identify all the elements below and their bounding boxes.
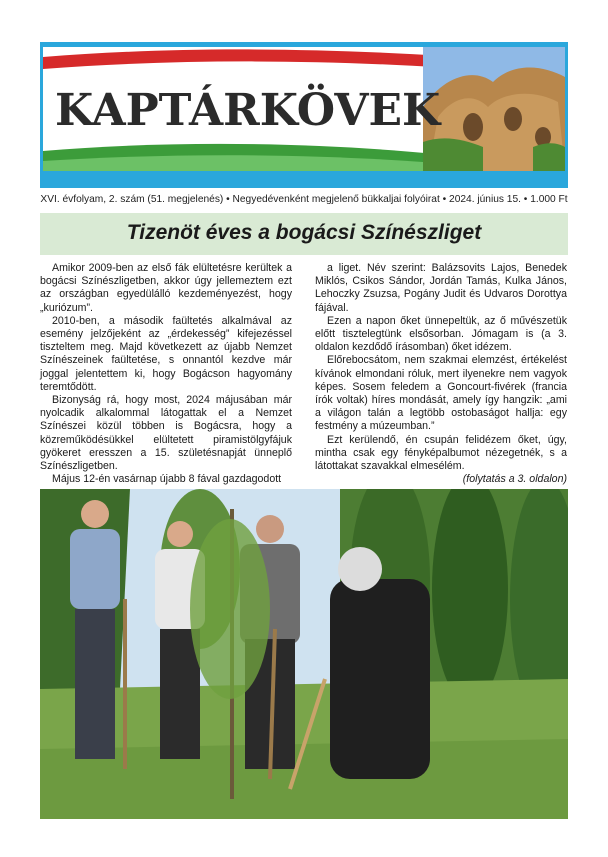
tree-planting-photo xyxy=(40,489,568,819)
article-column-left xyxy=(40,262,292,486)
masthead-title: KAPTÁRKÖVEK xyxy=(55,85,441,136)
article-column-right xyxy=(315,262,567,486)
masthead-bottom-strip xyxy=(40,172,568,188)
paragraph: Amikor 2009-ben az első fák elültetésre kerültek a bogácsi Színészligetben, akkor úgy jellemeztem ezt az országban egyedülálló kezdeményezést, hogy „kuriózum”. xyxy=(40,262,292,314)
headline-bar xyxy=(40,213,568,255)
article-headline: Tizenöt éves a bogácsi Színészliget xyxy=(126,221,482,244)
paragraph: Előrebocsátom, nem szakmai elemzést, értékelést kívánok elmondani róluk, mert ilyenekre nem vagyok képes. Sosem feledem a Goncourt-fivérek (francia írók voltak) híres mondását, amely így hangzik: „ami a világon talán a legtöbb ostobaságot hallja: egy festmény a múzeumban.” xyxy=(315,354,567,433)
paragraph: Május 12-én vasárnap újabb 8 fával gazdagodott xyxy=(52,473,282,486)
paragraph: Bizonyság rá, hogy most, 2024 májusában már nyolcadik alkalommal látogattak el a Nemzet Színészei közül többen is Bogácsra, hogy a közreműködésükkel elültetett piramistölgyfájuk gyökeret eresszen a 15. születésnapját ünneplő Színészligetben. xyxy=(40,394,292,473)
continued-note: (folytatás a 3. oldalon) xyxy=(462,473,567,486)
paragraph: a liget. Név szerint: Balázsovits Lajos, Benedek Miklós, Csikos Sándor, Jordán Tamás, Kulka János, Lehoczky Zsuzsa, Pogány Judit és Udvaros Dorottya fájával. xyxy=(315,262,567,314)
paragraph: 2010-ben, a második faültetés alkalmával az esemény jelzőjeként az „érdekesség” kifejezéssel tiszteltem meg. Majd következett az újabb Nemzet Színészeinek faültetése, s onnantól kezdve már joggal jelentettem ki, hogy Bogácson hagyomány teremtődött. xyxy=(40,314,292,393)
paragraph: Ezen a napon őket ünnepeltük, az ő művészetük előtt tisztelegtünk elsősorban. Jómagam is (a 3. oldalon kezdődő írásomban) őket idézem. xyxy=(315,314,567,354)
paragraph: Ezt kerülendő, én csupán felidézem őket, úgy, mintha csak egy fényképalbumot nézegetnék, s a látottakat szavakkal elmesélém. xyxy=(315,433,567,473)
issue-info: XVI. évfolyam, 2. szám (51. megjelenés) • Negyedévenként megjelenő bükkaljai folyóirat • 2024. június 15. • 1.000 Ft xyxy=(40,194,568,205)
masthead-banner xyxy=(43,47,565,171)
